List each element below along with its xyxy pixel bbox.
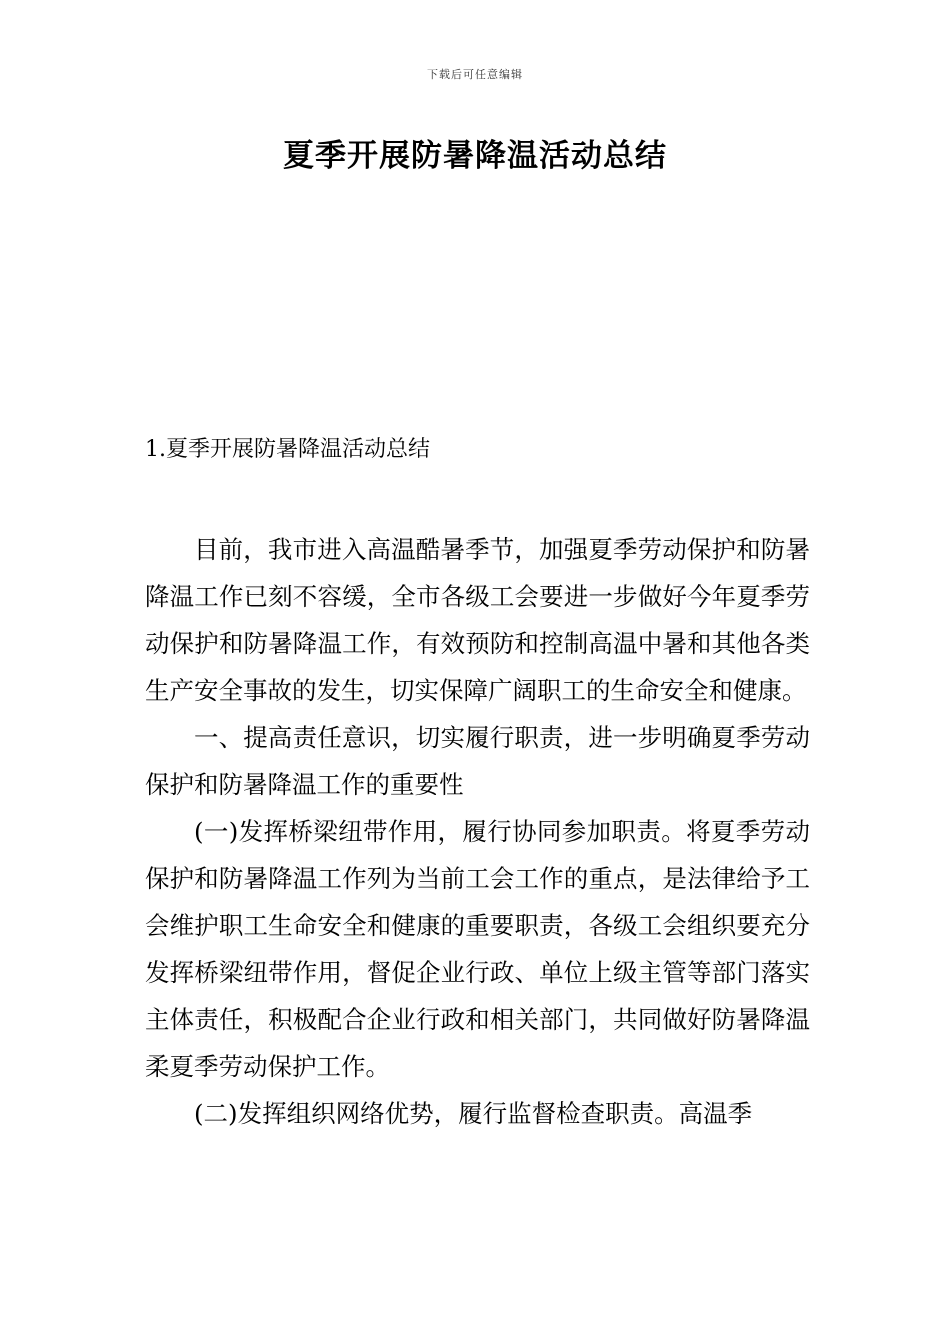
- paragraph-item-one: (一)发挥桥梁纽带作用，履行协同参加职责。将夏季劳动保护和防暑降温工作列为当前工会工作的重点，是法律给予工会维护职工生命安全和健康的重要职责，各级工会组织要充分发挥桥梁纽带作用，督促企业行政、单位上级主管等部门落实主体责任，积极配合企业行政和相关部门，共同做好防暑降温柔夏季劳动保护工作。: [145, 817, 810, 1081]
- document-title: 夏季开展防暑降温活动总结: [283, 138, 667, 174]
- paragraph-intro: 目前，我市进入高温酷暑季节，加强夏季劳动保护和防暑降温工作已刻不容缓，全市各级工会要进一步做好今年夏季劳动保护和防暑降温工作，有效预防和控制高温中暑和其他各类生产安全事故的发生，切实保障广阔职工的生命安全和健康。: [145, 535, 810, 705]
- paragraph-item-two: (二)发挥组织网络优势，履行监督检查职责。高温季: [194, 1099, 753, 1128]
- header-note: 下载后可任意编辑: [427, 68, 523, 81]
- document-body: [145, 526, 810, 1137]
- paragraph-heading-one: 一、提高责任意识，切实履行职责，进一步明确夏季劳动保护和防暑降温工作的重要性: [145, 723, 810, 799]
- section-heading: 1.夏季开展防暑降温活动总结: [145, 437, 430, 462]
